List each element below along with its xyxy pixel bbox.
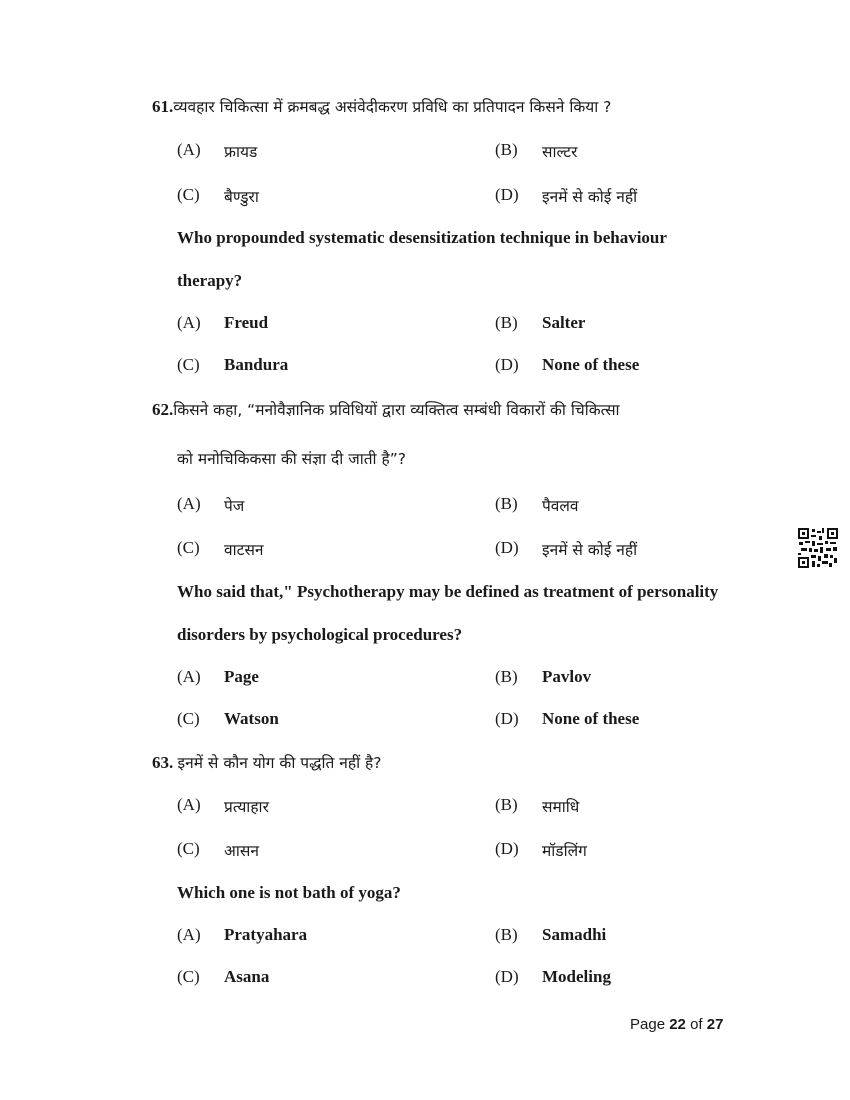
question-61-english-line1: Who propounded systematic desensitization technique in behaviour	[177, 228, 667, 247]
question-61-english-line2: therapy?	[177, 271, 243, 290]
question-63-hindi: 63. इनमें से कौन योग की पद्धति नहीं है?	[152, 753, 382, 772]
question-62-english-line1: Who said that," Psychotherapy may be defined as treatment of personality	[177, 582, 719, 601]
question-62-hindi-line1: 62.किसने कहा, “मनोवैज्ञानिक प्रविधियों द्वारा व्यक्तित्व सम्बंधी विकारों की चिकित्सा	[152, 400, 620, 419]
qr-code-icon	[798, 528, 838, 568]
question-63-english-line1: Which one is not bath of yoga?	[177, 883, 401, 902]
question-62-english-line2: disorders by psychological procedures?	[177, 625, 463, 644]
question-62-hindi-line2: को मनोचिकिकसा की संज्ञा दी जाती है”?	[177, 450, 406, 468]
page-number: Page 22 of 27	[630, 1016, 724, 1033]
question-61-hindi: 61.व्यवहार चिकित्सा में क्रमबद्ध असंवेदीकरण प्रविधि का प्रतिपादन किसने किया ?	[152, 97, 612, 116]
